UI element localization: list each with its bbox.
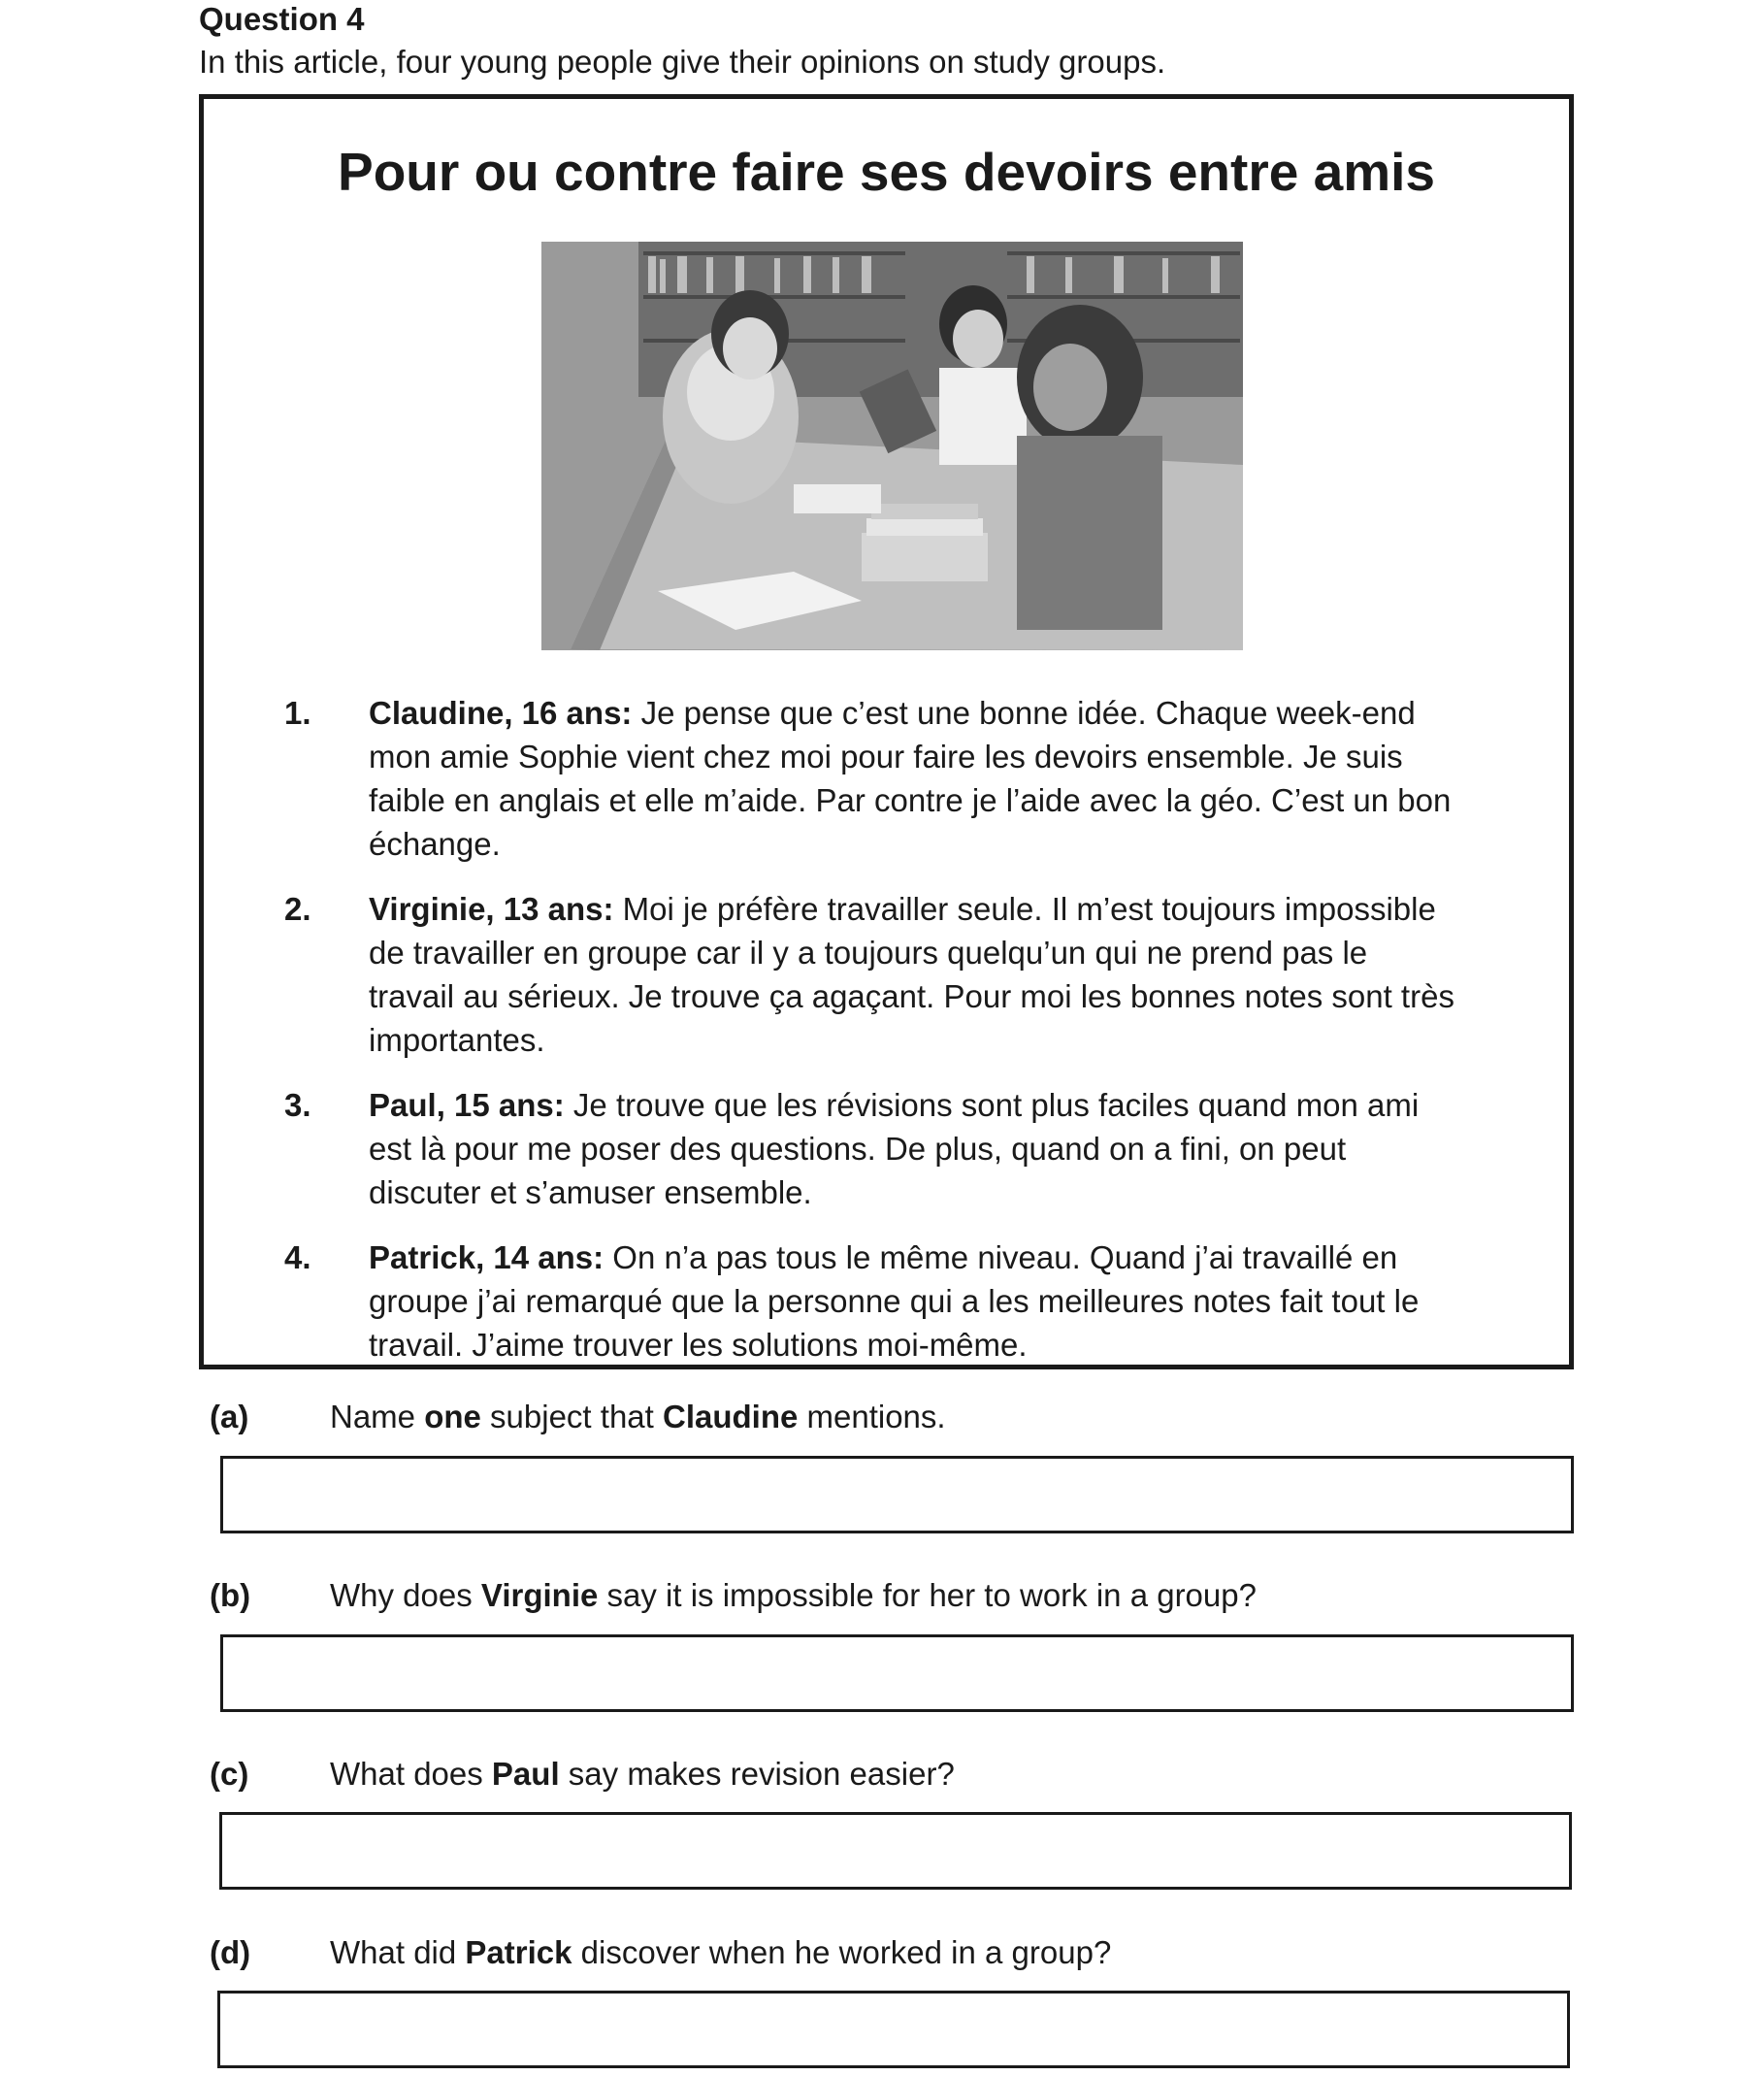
question-intro: In this article, four young people give their opinions on study groups. xyxy=(199,44,1166,80)
article-box xyxy=(199,94,1574,1369)
question-text: What did Patrick discover when he worked in a group? xyxy=(330,1934,1112,1970)
entry-name: Claudine, 16 ans: xyxy=(369,695,633,731)
entry-number: 4. xyxy=(284,1239,311,1275)
question-label: (b) xyxy=(210,1577,251,1613)
entry-body: Je pense que c’est une bonne idée. Chaque week-end mon amie Sophie vient chez moi pour faire les devoirs ensemble. Je suis faible en anglais et elle m’aide. Par contre je l’aide avec la géo. C’est un bon échange. xyxy=(369,695,1452,862)
entry-text xyxy=(369,1083,1460,1214)
answer-c-input[interactable] xyxy=(219,1812,1572,1890)
entry-number: 2. xyxy=(284,891,311,927)
entry-body: On n’a pas tous le même niveau. Quand j’ai travaillé en groupe j’ai remarqué que la personne qui a les meilleures notes fait tout le travail. J’aime trouver les solutions moi-même. xyxy=(369,1239,1420,1363)
question-text: What does Paul say makes revision easier? xyxy=(330,1756,955,1792)
entry-body: Je trouve que les révisions sont plus faciles quand mon ami est là pour me poser des questions. De plus, quand on a fini, on peut discuter et s’amuser ensemble. xyxy=(369,1087,1420,1210)
entry-text xyxy=(369,1236,1460,1367)
entry-name: Patrick, 14 ans: xyxy=(369,1239,604,1275)
entry-text xyxy=(369,887,1460,1062)
entry-name: Paul, 15 ans: xyxy=(369,1087,565,1123)
article-title: Pour ou contre faire ses devoirs entre amis xyxy=(338,142,1435,202)
question-label: (a) xyxy=(210,1399,249,1434)
question-label: (d) xyxy=(210,1934,251,1970)
answer-a-input[interactable] xyxy=(220,1456,1574,1533)
answer-b-input[interactable] xyxy=(220,1634,1574,1712)
entry-name: Virginie, 13 ans: xyxy=(369,891,614,927)
students-studying-photo xyxy=(541,242,1243,650)
question-text: Why does Virginie say it is impossible for her to work in a group? xyxy=(330,1577,1257,1613)
answer-d-input[interactable] xyxy=(217,1991,1570,2068)
question-label: (c) xyxy=(210,1756,249,1792)
entry-text xyxy=(369,691,1460,866)
entry-body: Moi je préfère travailler seule. Il m’est toujours impossible de travailler en groupe car il y a toujours quelqu’un qui ne prend pas le travail au sérieux. Je trouve ça agaçant. Pour moi les bonnes notes sont très importantes. xyxy=(369,891,1454,1058)
entry-number: 3. xyxy=(284,1087,311,1123)
question-title: Question 4 xyxy=(199,1,365,37)
question-text: Name one subject that Claudine mentions. xyxy=(330,1399,946,1434)
entry-number: 1. xyxy=(284,695,311,731)
